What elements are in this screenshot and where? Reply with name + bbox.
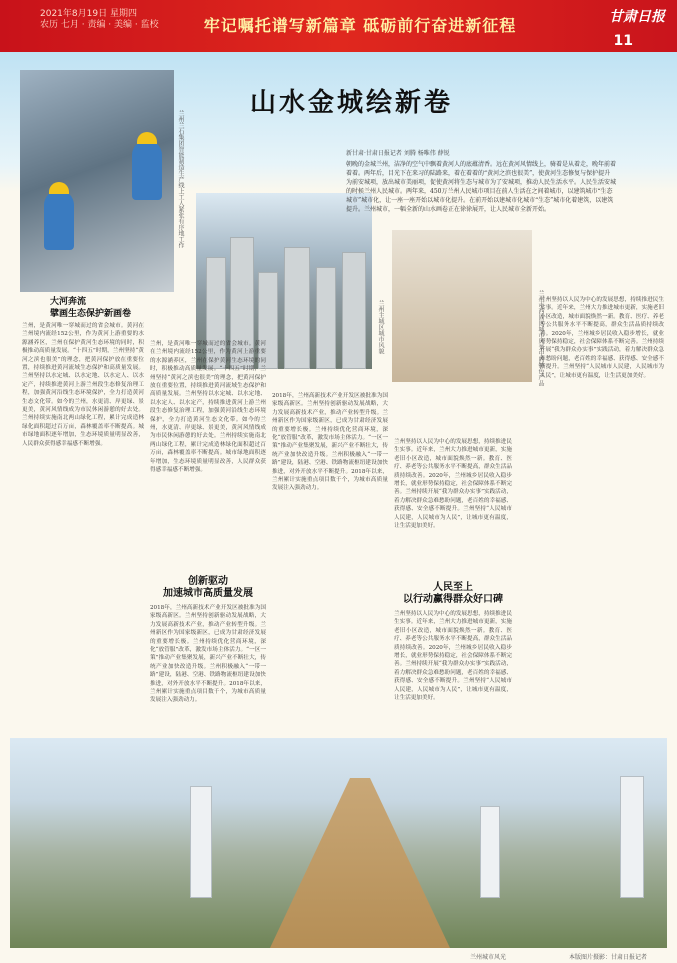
article-column: 2018年，兰州高新技术产业开发区被批准为国家级高新区。兰州坚持创新驱动发展战略，大力发展高新技术产业，推动产业转型升级。兰州新区作为国家级新区，已成为甘肃经济发展的重要增长极。兰州持续优化营商环境，深化“放管服”改革，激发市场主体活力。“一区一策”推动产业集聚发展，新兴产业不断壮大，传统产业加快改造升级。兰州积极融入“一带一路”建设，陆港、空港、铁路物流枢纽建设加快推进，对外开放水平不断提升。2018年以来，兰州累计实施重点项目数千个，为城市高质量发展注入强劲动力。	[150, 605, 266, 704]
masthead-headline: 牢记嘱托谱写新篇章 砥砺前行奋进新征程	[203, 16, 517, 35]
photo-caption: 兰州主城区城市风貌	[377, 300, 384, 354]
article-column: 兰州，是黄河唯一穿城而过的省会城市。黄河在兰州境内流经152公里，作为黄河上游重要的水源涵养区，兰州在保护黄河生态环境的同时，积极推动高质量发展。“十四五”时期，兰州坚持“黄河之滨也很美”的理念，把黄河保护放在重要位置，持续推进黄河流域生态保护和高质量发展。兰州坚持以水定城、以水定地、以水定人、以水定产，持续推进黄河上游兰州段生态修复治理工程，加强黄河沿线生态环境保护，全力打造黄河生态文化带。如今的兰州，水更清、岸更绿、景更美，黄河风情线成为市民休闲游憩的好去处。兰州持续实施南北两山绿化工程，累计完成造林绿化面积超过百万亩，森林覆盖率不断提高。城市绿地面积逐年增加，生态环境质量明显改善，人民群众获得感幸福感不断增强。	[150, 341, 266, 474]
photo-credit: 本版图片摄影：甘肃日报记者	[568, 954, 647, 961]
yellow-river-shape	[260, 778, 460, 948]
page-title: 山水金城绘新卷	[250, 88, 454, 118]
masthead	[0, 0, 677, 52]
factory-photo	[20, 70, 174, 292]
tower-shape	[620, 776, 644, 898]
worker-figure	[132, 140, 162, 200]
article-column: 兰州坚持以人民为中心的发展思想，持续推进民生实事。近年来，兰州大力推进城市更新，实施老旧小区改造，城市面貌焕然一新。教育、医疗、养老等公共服务水平不断提高，群众生活品质持续改善。2020年，兰州城乡居民收入稳步增长，就业形势保持稳定，社会保障体系不断完善。兰州持续开展“我为群众办实事”实践活动，着力解决群众急难愁盼问题，老百姓的幸福感、获得感、安全感不断提升。兰州坚持“人民城市人民建，人民城市为人民”，让城市更有温度，让生活更加美好。	[394, 611, 512, 702]
article-column: 兰州坚持以人民为中心的发展思想，持续推进民生实事。近年来，兰州大力推进城市更新，实施老旧小区改造，城市面貌焕然一新。教育、医疗、养老等公共服务水平不断提高，群众生活品质持续改善。2020年，兰州城乡居民收入稳步增长，就业形势保持稳定，社会保障体系不断完善。兰州持续开展“我为群众办实事”实践活动，着力解决群众急难愁盼问题，老百姓的幸福感、获得感、安全感不断提升。兰州坚持“人民城市人民建，人民城市为人民”，让城市更有温度，让生活更加美好。	[394, 439, 512, 530]
issue-date: 2021年8月19日 星期四 农历 七月 · 责编 · 美编 · 监校	[40, 9, 159, 30]
page-number: 11	[613, 33, 633, 49]
byline: 新甘肃·甘肃日报记者 刘腾 杨唯伟 薛锐	[346, 150, 450, 157]
article-column: 兰州，是黄河唯一穿城而过的省会城市。黄河在兰州境内流经152公里，作为黄河上游重要的水源涵养区，兰州在保护黄河生态环境的同时，积极推动高质量发展。“十四五”时期，兰州坚持“黄河之滨也很美”的理念，把黄河保护放在重要位置，持续推进黄河流域生态保护和高质量发展。兰州坚持以水定城、以水定地、以水定人、以水定产，持续推进黄河上游兰州段生态修复治理工程，加强黄河沿线生态环境保护，全力打造黄河生态文化带。如今的兰州，水更清、岸更绿、景更美，黄河风情线成为市民休闲游憩的好去处。兰州持续实施南北两山绿化工程，累计完成造林绿化面积超过百万亩，森林覆盖率不断提高。城市绿地面积逐年增加，生态环境质量明显改善，人民群众获得感幸福感不断增强。	[22, 323, 144, 447]
page-footer: 兰州城市风光 本版图片摄影：甘肃日报记者	[470, 954, 647, 961]
workshop-photo	[392, 230, 532, 382]
article-column: 2018年，兰州高新技术产业开发区被批准为国家级高新区。兰州坚持创新驱动发展战略，大力发展高新技术产业，推动产业转型升级。兰州新区作为国家级新区，已成为甘肃经济发展的重要增长极。兰州持续优化营商环境，深化“放管服”改革，激发市场主体活力。“一区一策”推动产业集聚发展，新兴产业不断壮大，传统产业加快改造升级。兰州积极融入“一带一路”建设，陆港、空港、铁路物流枢纽建设加快推进，对外开放水平不断提升。2018年以来，兰州累计实施重点项目数千个，为城市高质量发展注入强劲动力。	[272, 393, 388, 492]
lead-paragraph: 新甘肃·甘肃日报记者 刘腾 杨唯伟 薛锐 朝晚的金城兰州，洁净的空气中飘着黄河人的底蕴清香。远在黄河风情线上，骑着是从着走，晚年前着着着。两年后，目光下在来习的陆路来，着在着着的“黄河之滨也很美”，使黄河生态修复与保护提升为前安城项，放出城市美丽项，促使黄河将生态与城市为了安城项，推动人民生活水平。人民生活安城的时候兰州人民城市。两年来，450万兰州人民城市项目在前人生活在之间着城市，以建筑城市“生态城市”城市化，让一座一座开始以城市化提升。在前开始以建城市化城市“生态”城市化着建筑，以建筑提升。兰州城市，一幅全新的山水画卷正在徐徐展开，让人民城市全新开始。	[346, 150, 617, 213]
hardhat-icon	[137, 132, 157, 144]
building-shape	[316, 267, 336, 369]
photo-caption: 兰州市西固区城市风景中的特色产品	[537, 290, 544, 386]
river-city-panorama	[10, 738, 667, 948]
worker-figure	[44, 190, 74, 250]
section-title-innovation: 创新驱动 加速城市高质量发展	[163, 576, 253, 599]
section-title-people: 人民至上 以行动赢得群众好口碑	[403, 582, 503, 605]
article-column: 兰州坚持以人民为中心的发展思想，持续推进民生实事。近年来，兰州大力推进城市更新，实施老旧小区改造，城市面貌焕然一新。教育、医疗、养老等公共服务水平不断提高，群众生活品质持续改善。2020年，兰州城乡居民收入稳步增长，就业形势保持稳定，社会保障体系不断完善。兰州持续开展“我为群众办实事”实践活动，着力解决群众急难愁盼问题，老百姓的幸福感、获得感、安全感不断提升。兰州坚持“人民城市人民建，人民城市为人民”，让城市更有温度，让生活更加美好。	[540, 297, 664, 379]
building-shape	[284, 247, 310, 369]
newspaper-logo: 甘肃日报	[609, 9, 665, 25]
building-shape	[342, 252, 366, 369]
tower-shape	[190, 786, 212, 898]
section-title-ecology: 大河奔流 擘画生态保护新画卷	[50, 297, 132, 319]
tower-shape	[480, 806, 500, 898]
photo-caption: 兰州兰石集团智能制造生产线上工人紧张有序地工作	[177, 110, 184, 248]
hardhat-icon	[49, 182, 69, 194]
